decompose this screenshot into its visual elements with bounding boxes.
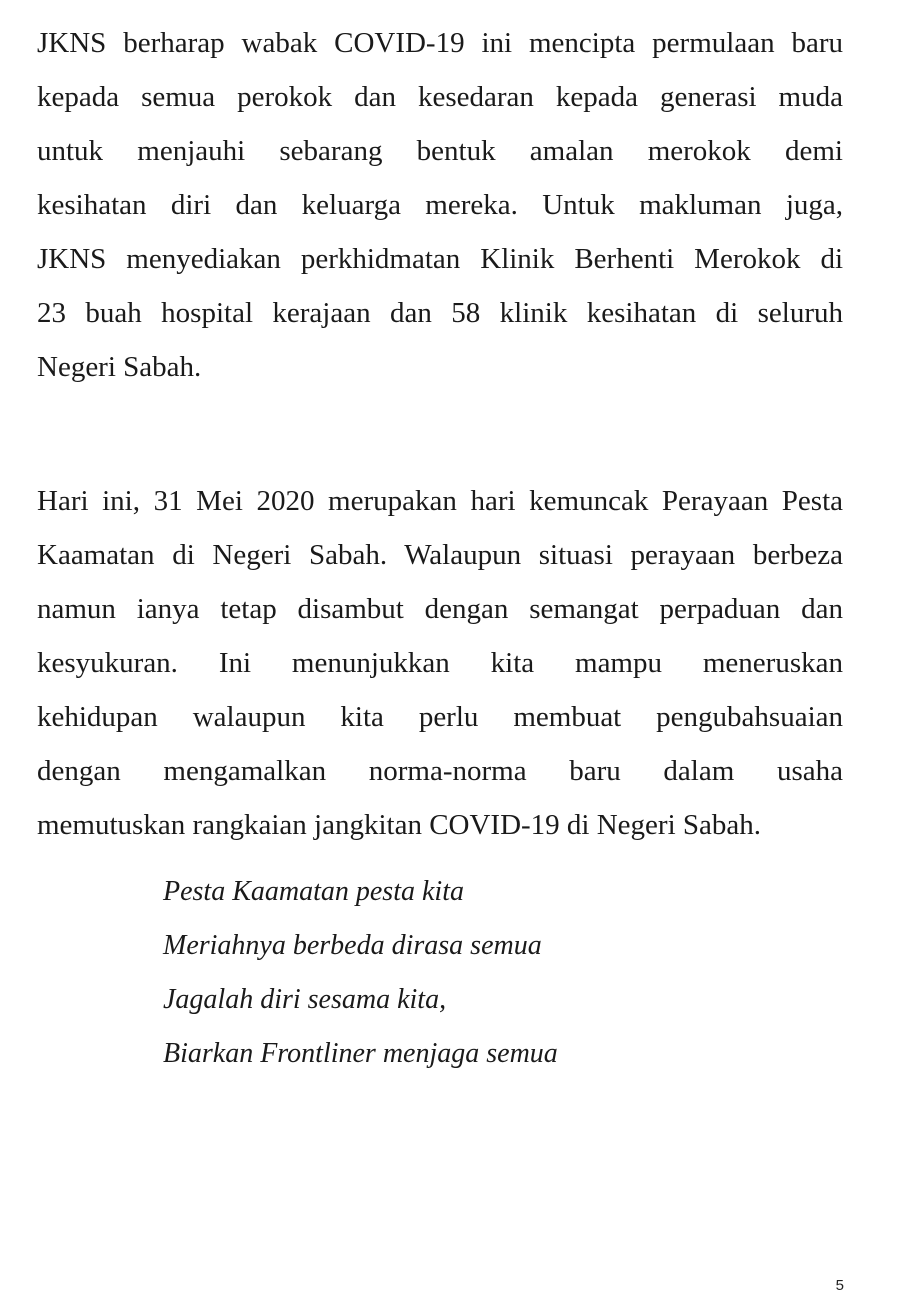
poem-line: Pesta Kaamatan pesta kita [163,876,464,907]
page-number: 5 [835,1277,844,1294]
text-line: Negeri Sabah. [37,351,202,383]
text-line: kehidupan walaupun kita perlu membuat pengubahsuaian [37,701,843,733]
text-line: JKNS menyediakan perkhidmatan Klinik Berhenti Merokok di [37,243,843,275]
text-line: 23 buah hospital kerajaan dan 58 klinik kesihatan di seluruh [37,297,843,329]
text-line: kesyukuran. Ini menunjukkan kita mampu meneruskan [37,647,843,679]
text-line: Kaamatan di Negeri Sabah. Walaupun situasi perayaan berbeza [37,539,843,571]
text-line: memutuskan rangkaian jangkitan COVID-19 di Negeri Sabah. [37,809,762,841]
text-line: Hari ini, 31 Mei 2020 merupakan hari kemuncak Perayaan Pesta [37,485,843,517]
poem-line: Jagalah diri sesama kita, [163,984,447,1015]
poem-line: Biarkan Frontliner menjaga semua [163,1038,558,1069]
text-line: dengan mengamalkan norma-norma baru dalam usaha [37,755,843,787]
poem-line: Meriahnya berbeda dirasa semua [163,930,542,961]
text-line: namun ianya tetap disambut dengan semangat perpaduan dan [37,593,843,625]
text-line: JKNS berharap wabak COVID-19 ini mencipta permulaan baru [37,27,843,59]
text-line: kepada semua perokok dan kesedaran kepada generasi muda [37,81,843,113]
text-line: untuk menjauhi sebarang bentuk amalan merokok demi [37,135,843,167]
text-line: kesihatan diri dan keluarga mereka. Untuk makluman juga, [37,189,843,221]
